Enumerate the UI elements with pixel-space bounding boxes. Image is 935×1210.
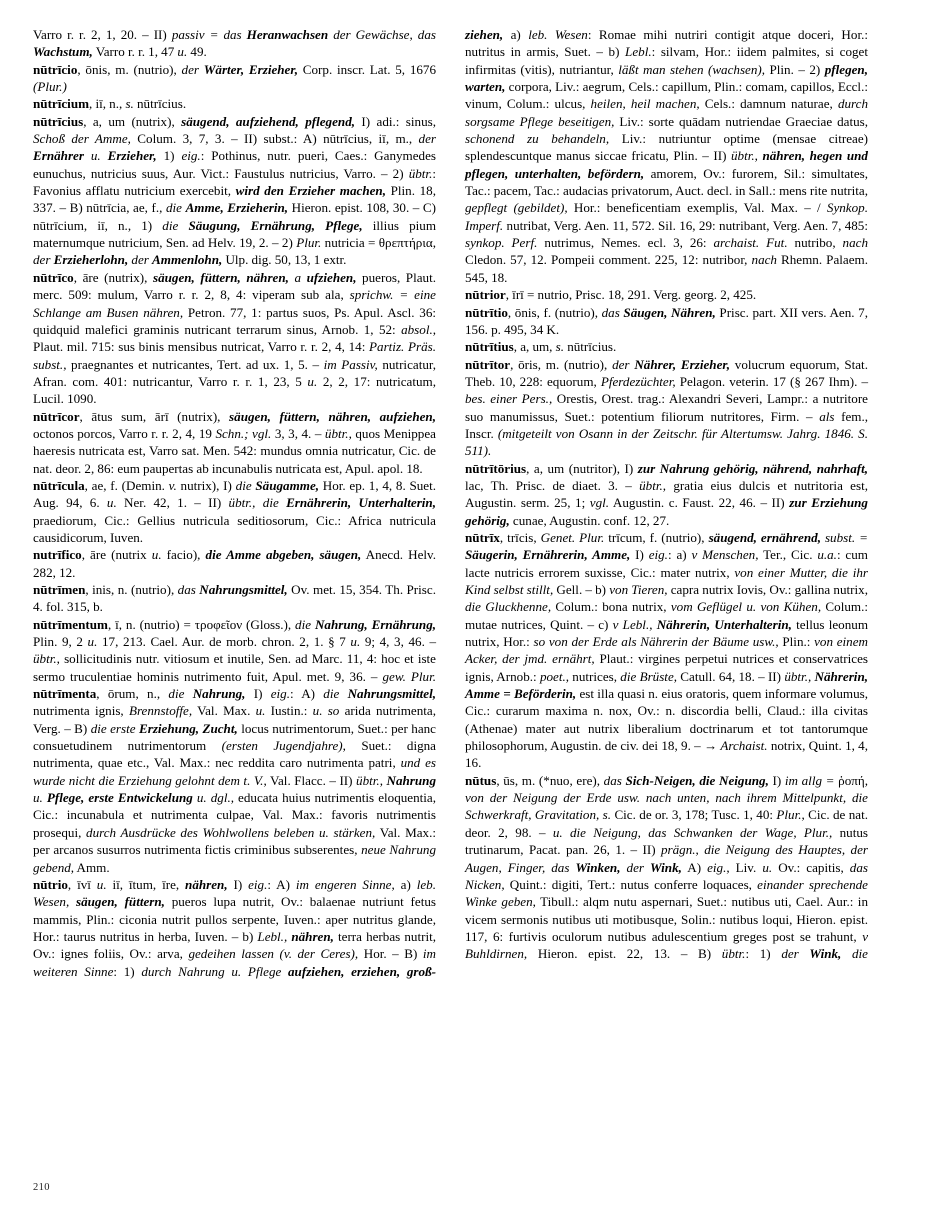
- gloss-italic: durch sorgsame Pflege beseitigen,: [465, 96, 868, 129]
- gloss-italic: sprichw. = eine Schlange am Busen nähren,: [33, 287, 436, 320]
- gloss-bold-italic: Amme, Erzieherin,: [185, 200, 289, 216]
- gloss-italic: gepflegt (gebildet),: [465, 200, 568, 216]
- dictionary-entry: nūtus, ūs, m. (*nuo, ere), das Sich-Neigen, die Neigung, I) im allg = ῥοπή, von der Neigung der Erde usw. nach unten, nach ihrem Mittelpunkt, die Schwerkraft, Gravitation, s. Cic. de or. 3, 178; Tusc. 1, 40: Plur., Cic. de nat. deor. 2, 98. – u. die Neigung, das Schwanken der Wage, Plur., nutus trutinarum, Pacat. pan. 26, 1. – II) prägn., die Neigung des Hauptes, der Augen, Finger, das Winken, der Wink, A) eig., Liv. u. Ov.: capitis, das Nicken, Quint.: digiti, Tert.: nutus conferre loquaces, einander sprechende Winke geben, Tibull.: alqm nutu aspernari, Suet.: nutibus uti, Cael. Aur.: in vicem sermonis nutibus uti motibusque, Solin.: nutibus loqui, Hieron. epist. 117, 6: furtivis oculorum nutibus adulescentium greges post se trahunt, v Buhldirnen, Hieron. epist. 22, 13. – B) übtr.: 1) der Wink, die: [465, 772, 869, 962]
- gloss-italic: nach: [842, 235, 868, 251]
- headword: nūtrītor: [465, 356, 511, 372]
- gloss-bold-italic: nähren,: [287, 928, 334, 944]
- headword: nūtrio: [33, 876, 68, 892]
- gloss-italic: das Nicken,: [465, 859, 868, 892]
- gloss-italic: die: [841, 946, 868, 962]
- gloss-italic: u.: [33, 790, 47, 806]
- gloss-italic: der: [781, 946, 810, 962]
- gloss-italic: u.: [83, 148, 108, 164]
- gloss-italic: im engeren Sinne,: [295, 876, 395, 892]
- gloss-italic: Schoß der Amme,: [33, 131, 131, 147]
- gloss-italic: die erste: [90, 720, 139, 736]
- gloss-italic: der: [128, 252, 153, 268]
- gloss-bold-italic: Nahrungsmittel,: [347, 686, 436, 702]
- gloss-italic: im Passiv,: [323, 356, 378, 372]
- gloss-bold-italic: zur Nahrung gehörig, nährend, nahrhaft,: [637, 460, 869, 476]
- headword: nūtrīcius: [33, 113, 84, 129]
- gloss-italic: gew. Plur.: [382, 668, 436, 684]
- gloss-italic: u.: [762, 859, 773, 875]
- gloss-italic: Plur.: [296, 235, 322, 251]
- gloss-bold-italic: die Amme abgeben, säugen,: [205, 547, 362, 563]
- gloss-bold-italic: Nahrungsmittel,: [199, 582, 288, 597]
- gloss-bold-italic: Säugung, Ernährung, Pflege,: [188, 217, 363, 233]
- gloss-italic: gedeihen lassen (v. der Ceres),: [188, 946, 359, 962]
- entry-continuation: Varro r. r. 2, 1, 20. – II) passiv = das Heranwachsen der Gewächse, das Wachstum, Varro r. r. 1, 47 u. 49.: [33, 27, 436, 60]
- gloss-bold-italic: Wärter, Erzieher,: [203, 61, 299, 77]
- gloss-italic: durch Nahrung u. Pflege: [141, 963, 288, 979]
- gloss-italic: a: [288, 269, 307, 285]
- gloss-bold-italic: Heranwachsen: [246, 27, 329, 42]
- dictionary-entry: nūtrītius, a, um, s. nūtrīcius.: [465, 339, 617, 355]
- gloss-italic: der Gewächse, das: [328, 27, 436, 42]
- gloss-italic: Partiz. Präs. subst.,: [33, 339, 437, 372]
- gloss-italic: v.: [168, 477, 177, 493]
- dictionary-entry: nūtrīcius, a, um (nutrix), säugend, aufziehend, pflegend, I) adi.: sinus, Schoß der Amme, Colum. 3, 7, 3. – II) subst.: A) nūtrīcius, iī, m., der Ernährer u. Erzieher, 1) eig.: Pothinus, nutr. pueri, Caes.: Ganymedes eunuchus, nutricius suus, Aur. Vict.: Faustulus nutricius, Varro. – 2) übtr.: Favonius afflatu nutricium exercebit, wird den Erzieher machen, Plin. 18, 337. – B) nūtrīcia, ae, f., die Amme, Erzieherin, Hieron. epist. 108, 30. – C) nūtrīcium, iī, n., 1) die Säugung, Ernährung, Pflege, illius pium maternumque nutricium, Sen. ad Helv. 19, 2. – 2) Plur. nutricia = θρεπτήρια, der Erzieherlohn, der Ammenlohn, Ulp. dig. 50, 13, 1 extr.: [33, 113, 437, 268]
- gloss-italic: die: [323, 686, 348, 702]
- gloss-italic: u.: [255, 703, 266, 719]
- gloss-italic: von einer Mutter, die ihr Kind selbst stillt,: [465, 564, 868, 597]
- gloss-italic: u.: [106, 495, 117, 511]
- gloss-italic: die: [255, 495, 287, 511]
- gloss-bold-italic: Wink,: [809, 946, 842, 962]
- gloss-italic: subst. =: [820, 529, 868, 545]
- gloss-italic: Brennstoffe,: [128, 703, 193, 719]
- gloss-italic: als: [819, 408, 835, 424]
- gloss-italic: das: [601, 304, 624, 320]
- gloss-italic: eig.,: [707, 859, 730, 875]
- gloss-italic: übtr.,: [228, 495, 256, 511]
- dictionary-entry: nūtrio, īvī u. iī, ītum, īre, nähren, I) eig.: A) im engeren Sinne, a) leb. Wesen, säugen, füttern, pueros lupa nutrit, Ov.: balaenae nutriunt fetus mammis, Plin.: ciconia nutrit pullos serpente, Iuven.: aper nutritus glande, Hor.: taurus nutritus in herba, Iuven. – b) Lebl., nähren, terra herbas nutrit, Ov.: ignes foliis, Ov.: arva, gedeihen lassen (v. der Ceres), Hor. – B) im weiteren Sinne: 1) durch Nahrung u. Pflege aufziehen, erziehen, groß-: [33, 876, 436, 979]
- gloss-italic: die: [295, 616, 315, 632]
- gloss-italic: Pferdezüchter,: [600, 373, 676, 389]
- headword: nūtrīx: [465, 529, 500, 545]
- gloss-italic: übtr.,: [784, 668, 812, 684]
- gloss-bold-italic: Ernährerin, Unterhalterin,: [286, 495, 436, 511]
- left-text-column: [33, 26, 436, 980]
- page-number: 210: [33, 1182, 50, 1193]
- gloss-italic: das: [603, 772, 626, 788]
- gloss-italic: Genet. Plur.: [540, 529, 605, 545]
- gloss-italic: leb. Wesen: [528, 27, 588, 42]
- gloss-bold-italic: Säugamme,: [255, 477, 320, 493]
- headword: nūtrior: [465, 287, 506, 303]
- gloss-italic: nach: [751, 252, 777, 268]
- gloss-bold-italic: Winken,: [575, 859, 621, 875]
- gloss-italic: u. dgl.,: [192, 790, 235, 806]
- gloss-italic: das: [177, 582, 200, 597]
- gloss-italic: leb. Wesen,: [33, 876, 436, 910]
- headword: nūtrīmen: [33, 582, 86, 597]
- gloss-italic: u.: [87, 634, 98, 650]
- gloss-bold-italic: säugend, aufziehend, pflegend,: [181, 113, 356, 129]
- gloss-italic: u. so: [312, 703, 340, 719]
- gloss-italic: übtr.,: [639, 477, 667, 493]
- gloss-italic: die: [168, 686, 193, 702]
- gloss-bold-italic: Ernährer: [33, 148, 84, 164]
- gloss-italic: eig.: [181, 148, 201, 164]
- gloss-italic: heilen, heil machen,: [590, 96, 700, 112]
- gloss-bold-italic: Nährer, Erzieher,: [634, 356, 731, 372]
- gloss-bold-italic: Nährerin, Amme = Beförderin,: [465, 668, 869, 702]
- gloss-italic: synkop. Perf.: [465, 235, 538, 251]
- gloss-italic: u. die Neigung, das Schwanken der Wage, Plur.,: [552, 824, 833, 840]
- gloss-italic: und es wurde nicht die Erziehung gelohnt dem t. V.,: [33, 755, 436, 788]
- gloss-bold-italic: ufziehen,: [306, 269, 357, 285]
- gloss-italic: u.a.: [817, 547, 837, 563]
- gloss-italic: übtr.,: [324, 425, 352, 441]
- gloss-italic: der: [612, 356, 635, 372]
- gloss-italic: Plur.,: [776, 807, 805, 823]
- gloss-bold-italic: Nahrung,: [192, 686, 246, 702]
- gloss-bold-italic: Nährerin, Unterhalterin,: [652, 616, 792, 632]
- gloss-italic: von Tieren,: [609, 582, 668, 597]
- gloss-italic: u.: [96, 876, 107, 892]
- gloss-bold-italic: nähren,: [185, 876, 228, 892]
- gloss-italic: so von der Erde als Nährerin der Bäume usw.,: [533, 634, 779, 650]
- gloss-bold-italic: säugen, füttern, nähren,: [152, 269, 289, 285]
- headword: nūtrītius: [465, 339, 514, 355]
- gloss-italic: durch Ausdrücke des Wohlwollens beleben u. stärken,: [86, 824, 376, 840]
- gloss-italic: Schn.; vgl.: [215, 425, 272, 441]
- dictionary-entry: nūtrīco, āre (nutrix), säugen, füttern, nähren, a ufziehen, pueros, Plaut. merc. 509: mulum, Varro r. r. 2, 8, 4: viperam sub ala, sprichw. = eine Schlange am Busen nähren, Petron. 77, 1: partus suos, Ps. Apul. Ascl. 36: quidquid malefici graminis nutricant terrarum sinus, Arnob. 1, 52: absol., Plaut. mil. 715: sus binis mensibus nutricat, Varro r. r. 2, 4, 14: Partiz. Präs. subst., praegnantes et nutricantes, Tert. ad ux. 1, 5. – im Passiv, nutricatur, Afran. com. 401: nutricantur, Varro r. r. 1, 23, 5 u. 2, 2, 17: nutricatum, Lucil. 1090.: [33, 269, 437, 407]
- dictionary-entry: nutrīfico, āre (nutrix u. facio), die Amme abgeben, säugen, Anecd. Helv. 282, 12.: [33, 547, 436, 580]
- gloss-bold-italic: säugen, füttern, nähren, aufziehen,: [229, 408, 436, 424]
- two-column-body: [33, 26, 895, 1171]
- gloss-bold-italic: säugend, ernährend,: [708, 529, 821, 545]
- gloss-italic: Lebl.,: [257, 928, 288, 944]
- dictionary-entry: nūtrīcor, ātus sum, ārī (nutrix), säugen, füttern, nähren, aufziehen, octonos porcos, Varro r. r. 2, 4, 19 Schn.; vgl. 3, 3, 4. – übtr., quos Menippea haeresis nutricata est, Varro sat. Men. 542: mundus omnia nutricatur, Cic. de nat. deor. 2, 86: eum paupertas ab incunabulis nutricata est, Apul. apol. 18.: [33, 408, 436, 476]
- gloss-italic: einander sprechende Winke geben,: [465, 876, 868, 910]
- gloss-italic: schonend zu behandeln,: [465, 131, 610, 147]
- gloss-italic: übtr.,: [356, 772, 383, 788]
- gloss-bold-italic: säugen, füttern,: [69, 894, 165, 910]
- gloss-bold-italic: zur Erziehung gehörig,: [465, 495, 868, 528]
- gloss-italic: u.: [177, 44, 188, 60]
- headword: nūtrīcio: [33, 61, 78, 77]
- headword: nūtrīmentum: [33, 616, 108, 632]
- dictionary-entry: nūtrītōrius, a, um (nutritor), I) zur Nahrung gehörig, nährend, nahrhaft, lac, Th. Prisc. de diaet. 3. – übtr., gratia eius dulcis et nutritoria est, Augustin. serm. 25, 1; vgl. Augustin. c. Faust. 22, 46. – II) zur Erziehung gehörig, cunae, Augustin. conf. 12, 27.: [465, 460, 869, 528]
- gloss-bold-italic: pflegen, warten,: [465, 61, 868, 95]
- gloss-italic: der: [181, 61, 204, 77]
- gloss-italic: Archaist.: [720, 738, 768, 754]
- gloss-bold-italic: nähren, hegen und pflegen, unterhalten, befördern,: [465, 148, 868, 181]
- gloss-italic: der: [620, 859, 651, 875]
- dictionary-entry: nūtrīmen, inis, n. (nutrio), das Nahrungsmittel, Ov. met. 15, 354. Th. Prisc. 4. fol. 315, b.: [33, 582, 436, 615]
- gloss-bold-italic: Wachstum,: [33, 44, 93, 60]
- gloss-italic: die: [162, 217, 189, 233]
- gloss-italic: s.: [125, 96, 134, 112]
- gloss-italic: der: [33, 252, 54, 268]
- gloss-italic: läßt man stehen (wachsen),: [618, 61, 766, 77]
- gloss-italic: vom Geflügel u. von Kühen,: [670, 599, 822, 615]
- gloss-italic: im allg =: [784, 772, 839, 788]
- gloss-italic: u.: [350, 634, 361, 650]
- headword: nutrīfico: [33, 547, 82, 563]
- headword: nūtrīco: [33, 269, 74, 285]
- headword: nūtrīmenta: [33, 686, 97, 702]
- dictionary-entry: nūtrītor, ōris, m. (nutrio), der Nährer, Erzieher, volucrum equorum, Stat. Theb. 10, 228: equorum, Pferdezüchter, Pelagon. veterin. 17 (§ 267 Ihm). – bes. einer Pers., Orestis, Orest. trag.: Alexandri Severi, Lampr.: a nutritore suo manumissus, Suet.: potentium filiorum nutritores, Firm. – als fem., Inscr. (mitgeteilt von Osann in der Zeitschr. für Altertumsw. Jahrg. 1846. S. 511).: [465, 356, 869, 459]
- gloss-italic: vgl.: [589, 495, 610, 511]
- dictionary-entry: nūtrītio, ōnis, f. (nutrio), das Säugen, Nähren, Prisc. part. XII vers. Aen. 7, 156. p. 495, 34 K.: [465, 304, 868, 337]
- gloss-bold-italic: wird den Erzieher machen,: [235, 183, 386, 199]
- headword: nūtus: [465, 772, 497, 788]
- gloss-italic: u.: [307, 373, 318, 389]
- gloss-bold-italic: Sich-Neigen, die Neigung,: [625, 772, 769, 788]
- gloss-italic: die: [166, 200, 186, 216]
- gloss-bold-italic: Nahrung, Ernährung,: [314, 616, 437, 632]
- gloss-italic: (Plur.): [33, 79, 67, 95]
- headword: nūtrīcium: [33, 96, 90, 112]
- dictionary-entry: nūtrīx, trīcis, Genet. Plur. trīcum, f. (nutrio), säugend, ernährend, subst. = Säugerin, Ernährerin, Amme, I) eig.: a) v Menschen, Ter., Cic. u.a.: cum lacte nutricis errorem suxisse, Cic.: mater nutrix, von einer Mutter, die ihr Kind selbst stillt, Gell. – b) von Tieren, capra nutrix Iovis, Ov.: gallina nutrix, die Gluckhenne, Colum.: bona nutrix, vom Geflügel u. von Kühen, Colum.: mutae nutrices, Quint. – c) v Lebl., Nährerin, Unterhalterin, tellus leonum nutrix, Hor.: so von der Erde als Nährerin der Bäume usw., Plin.: von einem Acker, der jmd. ernährt, Plaut.: virgines perpetui nutrices et conservatrices ignis, Arnob.: poet., nutrices, die Brüste, Catull. 64, 18. – II) übtr., Nährerin, Amme = Beförderin, est illa quasi n. eius oratoris, quem informare volumus, Cic.: curarum maxima n. nox, Ov.: n. discordia belli, Claud.: illa civitas (Athenae) mater aut nutrix liberalium doctrinarum et tot tantorumque philosophorum, Augustin. de civ. dei 18, 9. – → Archaist. notrix, Quint. 1, 4, 16.: [465, 529, 869, 771]
- gloss-italic: die Brüste,: [620, 668, 678, 684]
- gloss-italic: u.: [151, 547, 162, 563]
- gloss-italic: poet.,: [539, 668, 570, 684]
- gloss-italic: übtr.,: [730, 148, 758, 164]
- headword: nūtrītōrius: [465, 460, 527, 476]
- gloss-italic: übtr.,: [33, 651, 60, 667]
- gloss-italic: v Lebl.,: [612, 616, 653, 632]
- gloss-italic: bes. einer Pers.,: [465, 391, 553, 407]
- dictionary-entry: nūtrior, īrī = nutrio, Prisc. 18, 291. Verg. georg. 2, 425.: [465, 287, 757, 303]
- gloss-italic: archaist. Fut.: [713, 235, 788, 251]
- gloss-italic: , von der Neigung der Erde usw. nach unten, nach ihrem Mittelpunkt, die Schwerkraft, Gravitation, s.: [465, 772, 868, 823]
- gloss-italic: Lebl.: [625, 44, 652, 60]
- gloss-italic: im weiteren Sinne: [33, 946, 436, 979]
- gloss-italic: von einem Acker, der jmd. ernährt,: [465, 634, 868, 667]
- headword: nūtrīcor: [33, 408, 80, 424]
- dictionary-entry: nūtrīcio, ōnis, m. (nutrio), der Wärter, Erzieher, Corp. inscr. Lat. 5, 1676 (Plur.): [33, 61, 437, 95]
- gloss-italic: v Buhldirnen,: [465, 928, 868, 962]
- gloss-italic: eig.: [270, 686, 291, 702]
- gloss-bold-italic: Nahrung: [382, 772, 436, 788]
- gloss-italic: passiv = das: [171, 27, 247, 42]
- gloss-italic: s.: [555, 339, 565, 355]
- dictionary-entry: nūtrīcium, iī, n., s. nūtrīcius.: [33, 96, 187, 112]
- gloss-italic: v Menschen,: [691, 547, 759, 563]
- gloss-italic: eig.: [648, 547, 668, 563]
- gloss-bold-italic: Ammenlohn,: [152, 252, 223, 268]
- gloss-italic: die: [235, 477, 256, 493]
- gloss-italic: die Gluckhenne,: [465, 599, 552, 615]
- gloss-italic: absol.,: [401, 321, 436, 337]
- gloss-bold-italic: Erziehung, Zucht,: [139, 720, 238, 736]
- gloss-bold-italic: Säugen, Nähren,: [623, 304, 716, 320]
- gloss-bold-italic: ziehen,: [465, 27, 504, 42]
- gloss-italic: der: [418, 131, 436, 147]
- gloss-bold-italic: aufziehen, erziehen, groß-: [288, 963, 436, 979]
- gloss-bold-italic: Pflege, erste Entwickelung: [46, 790, 193, 806]
- gloss-bold-italic: Wink,: [650, 859, 682, 875]
- gloss-bold-italic: Erzieherlohn,: [53, 252, 129, 268]
- right-text-column: [465, 26, 868, 963]
- gloss-bold-italic: Säugerin, Ernährerin, Amme,: [465, 547, 631, 563]
- gloss-bold-italic: Erzieher,: [107, 148, 157, 164]
- dictionary-entry: nūtrīmentum, ī, n. (nutrio) = τροφεῖον (Gloss.), die Nahrung, Ernährung, Plin. 9, 2 u. 17, 213. Cael. Aur. de morb. chron. 2, 1. § 7 u. 9; 4, 3, 46. – übtr., sollicitudinis nutr. vitiosum et inutile, Sen. ad Marc. 11, 4: hoc et iste sermo truculentiae hominis nutrimento fuit, Apul. met. 9, 36. – gew. Plur. nūtrīmenta, ōrum, n., die Nahrung, I) eig.: A) die Nahrungsmittel, nutrimenta ignis, Brennstoffe, Val. Max. u. Iustin.: u. so arida nutrimenta, Verg. – B) die erste Erziehung, Zucht, locus nutrimentorum, Suet.: per hanc consuetudinem nutrimentorum (ersten Jugendjahre), Suet.: digna nutrimenta, quae etc., Val. Max.: nec reddita caro nutrimenta patri, und es wurde nicht die Erziehung gelohnt dem t. V., Val. Flacc. – II) übtr., Nahrung u. Pflege, erste Entwickelung u. dgl., educata huius nutrimentis eloquentia, Cic.: incunabula et nutrimenta culpae, Val. Max.: favoris nutrimentis prosequi, durch Ausdrücke des Wohlwollens beleben u. stärken, Val. Max.: per arcanos susurros nutrimenta fictis criminibus subserentes, neue Nahrung gebend, Amm.: [33, 616, 437, 875]
- gloss-italic: Synkop. Imperf.: [465, 200, 868, 233]
- gloss-italic: (mitgeteilt von Osann in der Zeitschr. für Altertumsw. Jahrg. 1846. S. 511).: [465, 425, 868, 459]
- gloss-italic: prägn., die Neigung des Hauptes, der Augen, Finger, das: [465, 842, 868, 875]
- headword: nūtrīcula: [33, 477, 85, 493]
- headword: nūtrītio: [465, 304, 508, 320]
- entry-continuation: ziehen, a) leb. Wesen: Romae mihi nutriri contigit atque doceri, Hor.: nutritus in armis, Suet. – b) Lebl.: silvam, Hor.: iidem palmites, si coget infirmitas (vitis), nutriantur, läßt man stehen (wachsen), Plin. – 2) pflegen, warten, corpora, Liv.: aegrum, Cels.: capillum, Plin.: comam, capillos, Eccl.: vinum, Colum.: ulcus, heilen, heil machen, Cels.: damnum naturae, durch sorgsame Pflege beseitigen, Liv.: sorte quādam nutriendae Graeciae datus, schonend zu behandeln, Liv.: nutriuntur optime (mensae citreae) splendescuntque manus siccae fricatu, Plin. – II) übtr., nähren, hegen und pflegen, unterhalten, befördern, amorem, Ov.: furorem, Sil.: simultates, Tac.: pacem, Tac.: audacias privatorum, Auct. decl. in Sall.: mens rite nutrita, gepflegt (gebildet), Hor.: beneficentiam exemplis, Val. Max. – / Synkop. Imperf. nutribat, Verg. Aen. 11, 572. Sil. 16, 29: nutribant, Verg. Aen. 7, 485: synkop. Perf. nutrimus, Nemes. ecl. 3, 26: archaist. Fut. nutribo, nach Cledon. 57, 12. Pompeii comment. 225, 12: nutribor, nach Rhemn. Palaem. 545, 18.: [465, 27, 869, 285]
- gloss-italic: (ersten Jugendjahre),: [221, 738, 346, 754]
- gloss-italic: übtr.: [721, 946, 746, 962]
- gloss-italic: eig.: [248, 876, 268, 892]
- dictionary-entry: nūtrīcula, ae, f. (Demin. v. nutrix), I) die Säugamme, Hor. ep. 1, 4, 8. Suet. Aug. 94, 6. u. Ner. 42, 1. – II) übtr., die Ernährerin, Unterhalterin, praediorum, Cic.: Gellius nutricula seditiosorum, Cic.: Africa nutricula causidicorum, Iuven.: [33, 477, 437, 545]
- gloss-italic: neue Nahrung gebend,: [33, 842, 436, 875]
- gloss-italic: übtr.: [408, 165, 433, 181]
